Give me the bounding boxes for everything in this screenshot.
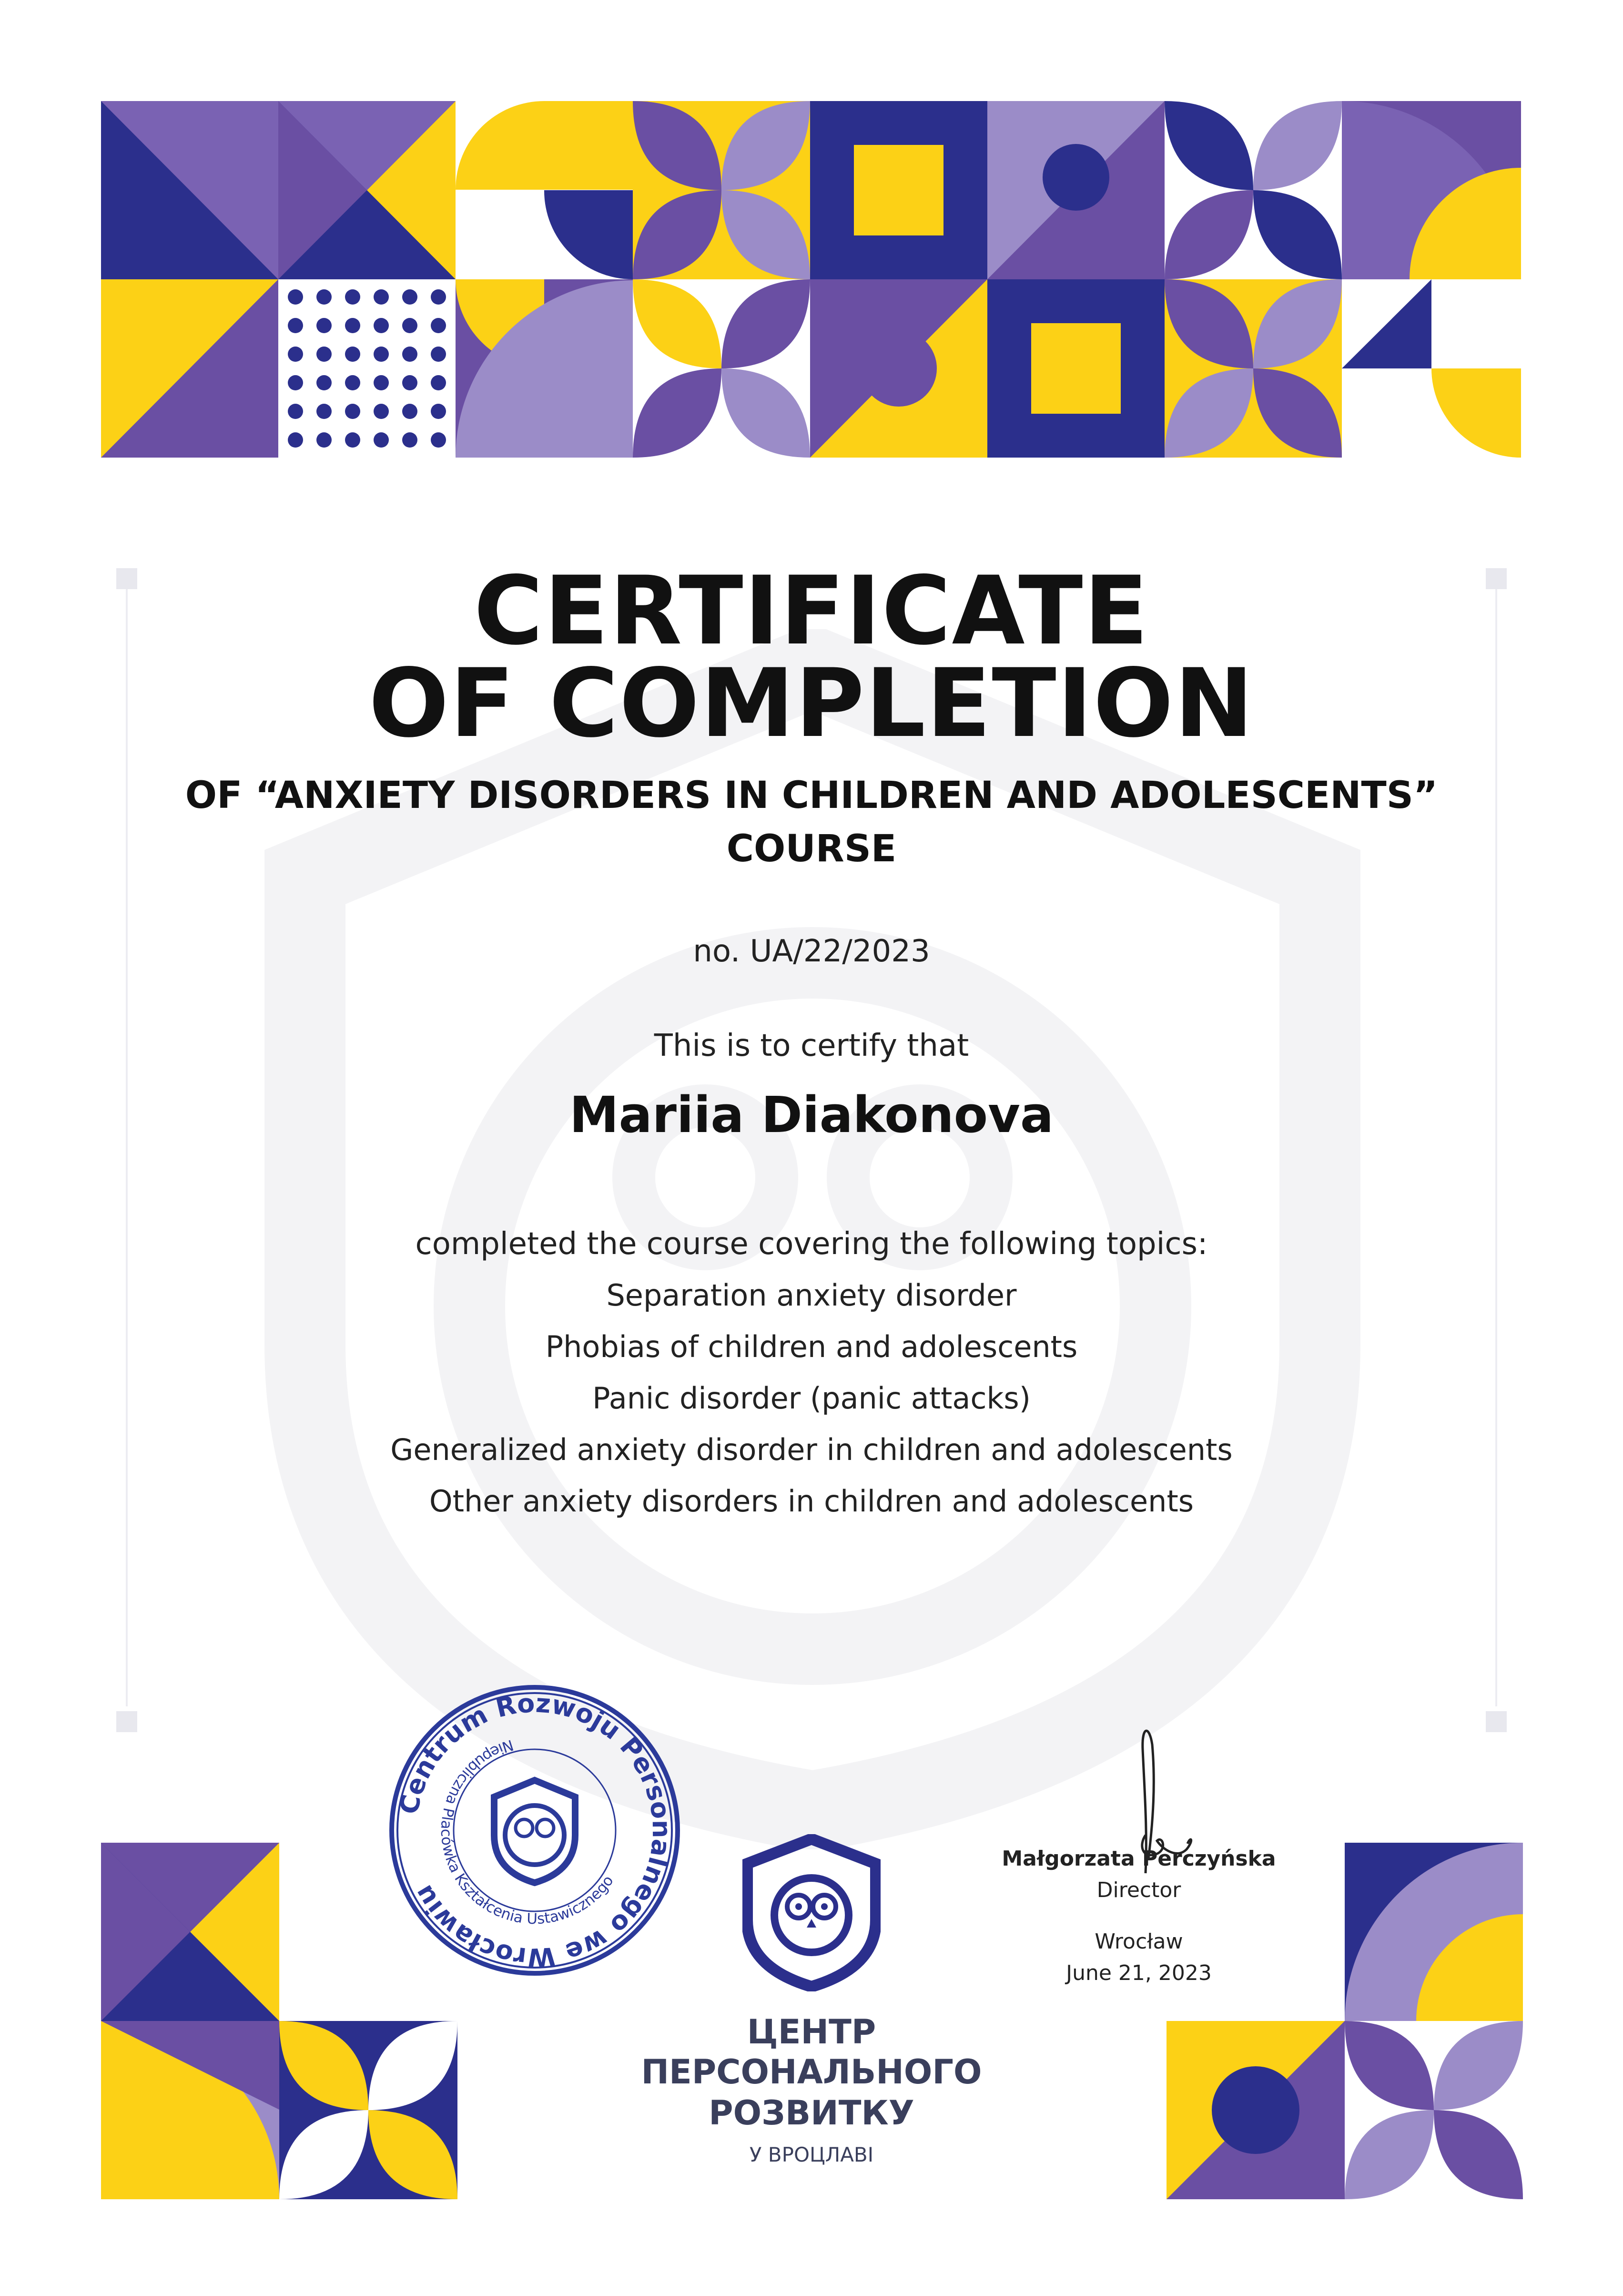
completed-text: completed the course covering the following topics: bbox=[415, 1226, 1208, 1262]
pattern-tile bbox=[810, 279, 987, 458]
bottom-left-geometric-pattern bbox=[101, 1843, 457, 2199]
topic-item: Panic disorder (panic attacks) bbox=[592, 1381, 1031, 1416]
pattern-dot bbox=[288, 375, 303, 390]
pattern-dot bbox=[402, 347, 417, 362]
pattern-tile bbox=[1165, 279, 1342, 458]
logo-line2: ПЕРСОНАЛЬНОГО bbox=[641, 2052, 982, 2092]
pattern-tile bbox=[456, 279, 633, 458]
pattern-tile bbox=[633, 279, 810, 458]
certificate-title-line2: OF COMPLETION bbox=[368, 648, 1255, 758]
dots-pattern-tile bbox=[278, 279, 456, 458]
certificate-number: no. UA/22/2023 bbox=[693, 934, 930, 969]
pattern-dot bbox=[431, 375, 446, 390]
pattern-dot bbox=[345, 347, 360, 362]
pattern-tile bbox=[987, 279, 1165, 458]
topic-item: Other anxiety disorders in children and adolescents bbox=[429, 1484, 1194, 1519]
signatory-name: Małgorzata Perczyńska bbox=[1002, 1847, 1276, 1871]
stamp-owl-icon bbox=[494, 1780, 575, 1883]
pattern-dot bbox=[316, 404, 332, 419]
logo-line4: У ВРОЦЛАВІ bbox=[749, 2143, 874, 2166]
logo-line3: РОЗВИТКУ bbox=[709, 2093, 914, 2133]
pattern-tile bbox=[101, 279, 278, 458]
pattern-tile bbox=[633, 101, 810, 279]
pattern-dot bbox=[431, 289, 446, 305]
frame-corner bbox=[1486, 1711, 1507, 1732]
pattern-dot bbox=[288, 432, 303, 448]
pattern-dot bbox=[374, 318, 389, 333]
pattern-tile bbox=[1342, 279, 1521, 458]
pattern-dot bbox=[402, 375, 417, 390]
pattern-dot bbox=[345, 375, 360, 390]
pattern-dot bbox=[431, 404, 446, 419]
pattern-dot bbox=[402, 289, 417, 305]
certificate-title-line1: CERTIFICATE bbox=[474, 556, 1149, 666]
pattern-dot bbox=[431, 432, 446, 448]
recipient-name: Mariia Diakonova bbox=[569, 1086, 1054, 1144]
pattern-tile bbox=[278, 101, 456, 279]
pattern-dot bbox=[345, 318, 360, 333]
topic-item: Separation anxiety disorder bbox=[606, 1278, 1017, 1313]
frame-left-line bbox=[126, 582, 128, 1706]
course-title-line2: COURSE bbox=[726, 827, 897, 870]
pattern-dot bbox=[374, 404, 389, 419]
pattern-dot bbox=[316, 318, 332, 333]
pattern-dot bbox=[374, 289, 389, 305]
owl-logo-icon bbox=[742, 1834, 881, 1991]
signatory-role: Director bbox=[1096, 1878, 1181, 1902]
pattern-dot bbox=[316, 375, 332, 390]
topics-list bbox=[0, 1270, 1623, 1527]
pattern-dot bbox=[374, 347, 389, 362]
pattern-tile bbox=[987, 101, 1165, 279]
topic-item: Phobias of children and adolescents bbox=[545, 1329, 1078, 1364]
pattern-tile bbox=[101, 101, 278, 279]
pattern-dot bbox=[288, 289, 303, 305]
signing-place: Wrocław bbox=[1095, 1929, 1183, 1954]
pattern-dot bbox=[374, 375, 389, 390]
pattern-dot bbox=[402, 404, 417, 419]
logo-line1: ЦЕНТР bbox=[747, 2012, 876, 2051]
course-title-line1: OF “ANXIETY DISORDERS IN CHILDREN AND ADOLESCENTS” bbox=[185, 774, 1438, 817]
frame-right-line bbox=[1495, 582, 1497, 1706]
pattern-dot bbox=[345, 289, 360, 305]
frame-corner bbox=[116, 1711, 137, 1732]
pattern-dot bbox=[402, 432, 417, 448]
signing-date: June 21, 2023 bbox=[1066, 1961, 1212, 1985]
pattern-dot bbox=[288, 404, 303, 419]
pattern-dot bbox=[288, 347, 303, 362]
pattern-dot bbox=[402, 318, 417, 333]
pattern-tile bbox=[1342, 101, 1521, 279]
svg-text:Niepubliczna Placówka Kształce bbox=[437, 1736, 617, 1928]
topic-item: Generalized anxiety disorder in children and adolescents bbox=[390, 1432, 1233, 1467]
pattern-tile bbox=[810, 101, 987, 279]
pattern-dot bbox=[431, 347, 446, 362]
pattern-dot bbox=[431, 318, 446, 333]
bottom-right-geometric-pattern bbox=[1167, 1843, 1523, 2199]
pattern-dot bbox=[345, 432, 360, 448]
pattern-tile bbox=[456, 101, 633, 279]
pattern-dot bbox=[345, 404, 360, 419]
pattern-dot bbox=[374, 432, 389, 448]
stamp-outer-text: Centrum Rozwoju Personalnego we Wrocławiu bbox=[394, 1688, 677, 1973]
stamp-inner-text: Niepubliczna Placówka Kształcenia Ustawicznego bbox=[437, 1736, 617, 1928]
pattern-dot bbox=[316, 432, 332, 448]
pattern-dot bbox=[288, 318, 303, 333]
certify-text: This is to certify that bbox=[654, 1028, 969, 1063]
pattern-tile bbox=[1165, 101, 1342, 279]
pattern-dot bbox=[316, 289, 332, 305]
pattern-dot bbox=[316, 347, 332, 362]
